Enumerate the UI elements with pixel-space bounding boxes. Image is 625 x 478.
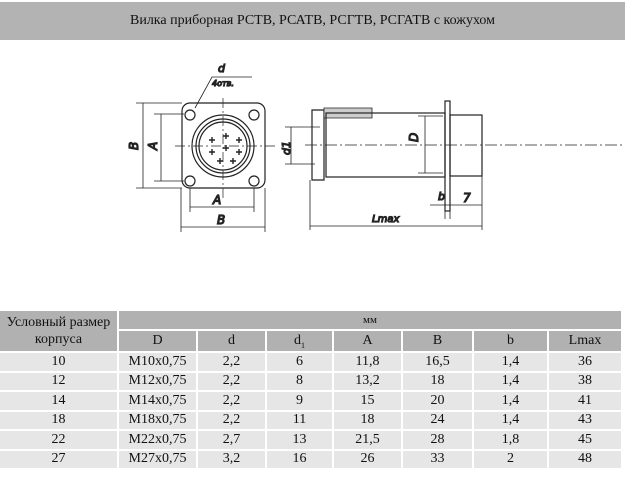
table-cell: 2,2 bbox=[198, 373, 265, 391]
label-b-left: B bbox=[127, 141, 141, 150]
col-header-lmax: Lmax bbox=[549, 331, 621, 351]
table-cell: M12x0,75 bbox=[119, 373, 196, 391]
corner-header: Условный размер корпуса bbox=[0, 311, 117, 351]
table-row bbox=[0, 431, 621, 449]
col-header-d1 bbox=[267, 331, 332, 351]
col-header-d: d bbox=[198, 331, 265, 351]
col-header-A: A bbox=[334, 331, 401, 351]
table-row bbox=[0, 412, 621, 430]
table-cell: 1,4 bbox=[474, 412, 547, 430]
label-7: 7 bbox=[463, 191, 471, 205]
front-view bbox=[136, 77, 275, 232]
label-b-bottom: B bbox=[217, 213, 226, 227]
table-cell: 33 bbox=[403, 451, 472, 469]
table-cell: 2,2 bbox=[198, 392, 265, 410]
table-cell: 1,4 bbox=[474, 353, 547, 371]
table-cell: 2 bbox=[474, 451, 547, 469]
table-row bbox=[0, 353, 621, 371]
table-cell: 2,2 bbox=[198, 353, 265, 371]
table-cell: 43 bbox=[549, 412, 621, 430]
table-cell: 21,5 bbox=[334, 431, 401, 449]
label-a-bottom: A bbox=[213, 193, 222, 207]
table-cell: 24 bbox=[403, 412, 472, 430]
table-cell: 13,2 bbox=[334, 373, 401, 391]
d1-main: d bbox=[294, 332, 301, 348]
table-cell: 27 bbox=[0, 451, 117, 469]
table-cell: 15 bbox=[334, 392, 401, 410]
table-cell: 18 bbox=[0, 412, 117, 430]
table-cell: 38 bbox=[549, 373, 621, 391]
table-cell: 3,2 bbox=[198, 451, 265, 469]
label-a-left: A bbox=[146, 141, 160, 150]
table-cell: 10 bbox=[0, 353, 117, 371]
table-cell: 9 bbox=[267, 392, 332, 410]
table-cell: 1,8 bbox=[474, 431, 547, 449]
table-cell: M27x0,75 bbox=[119, 451, 196, 469]
table-cell: 14 bbox=[0, 392, 117, 410]
table-cell: 22 bbox=[0, 431, 117, 449]
table-cell: 11 bbox=[267, 412, 332, 430]
table-cell: 48 bbox=[549, 451, 621, 469]
unit-header: мм bbox=[119, 311, 621, 329]
table-cell: M14x0,75 bbox=[119, 392, 196, 410]
table-cell: 13 bbox=[267, 431, 332, 449]
label-lmax: Lmax bbox=[372, 214, 400, 225]
connector-drawing bbox=[0, 45, 625, 295]
table-cell: 6 bbox=[267, 353, 332, 371]
table-cell: 1,4 bbox=[474, 373, 547, 391]
table-cell: 12 bbox=[0, 373, 117, 391]
table-cell: 28 bbox=[403, 431, 472, 449]
table-cell: 11,8 bbox=[334, 353, 401, 371]
dimensions-table bbox=[0, 309, 623, 470]
table-cell: 20 bbox=[403, 392, 472, 410]
table-row bbox=[0, 373, 621, 391]
table-cell: 45 bbox=[549, 431, 621, 449]
label-d1: d1 bbox=[280, 141, 293, 155]
table-cell: M22x0,75 bbox=[119, 431, 196, 449]
col-header-B: B bbox=[403, 331, 472, 351]
table-cell: 16 bbox=[267, 451, 332, 469]
label-b: b bbox=[438, 190, 445, 203]
col-header-b: b bbox=[474, 331, 547, 351]
table-cell: 26 bbox=[334, 451, 401, 469]
col-header-D: D bbox=[119, 331, 196, 351]
table-cell: M10x0,75 bbox=[119, 353, 196, 371]
label-D: D bbox=[407, 132, 421, 142]
table-cell: 18 bbox=[334, 412, 401, 430]
table-cell: 2,7 bbox=[198, 431, 265, 449]
table-cell: 16,5 bbox=[403, 353, 472, 371]
side-view bbox=[285, 101, 625, 230]
table-cell: 2,2 bbox=[198, 412, 265, 430]
label-d: d bbox=[218, 62, 225, 75]
table-row bbox=[0, 392, 621, 410]
table-cell: M18x0,75 bbox=[119, 412, 196, 430]
table-cell: 36 bbox=[549, 353, 621, 371]
table-cell: 1,4 bbox=[474, 392, 547, 410]
table-cell: 41 bbox=[549, 392, 621, 410]
table-cell: 18 bbox=[403, 373, 472, 391]
table-row bbox=[0, 451, 621, 469]
d1-sub: 1 bbox=[301, 340, 305, 350]
table-cell: 8 bbox=[267, 373, 332, 391]
label-holes: 4отв. bbox=[212, 79, 234, 88]
page-title: Вилка приборная РСТВ, РСАТВ, РСГТВ, РСГАТВ с кожухом bbox=[0, 2, 625, 40]
